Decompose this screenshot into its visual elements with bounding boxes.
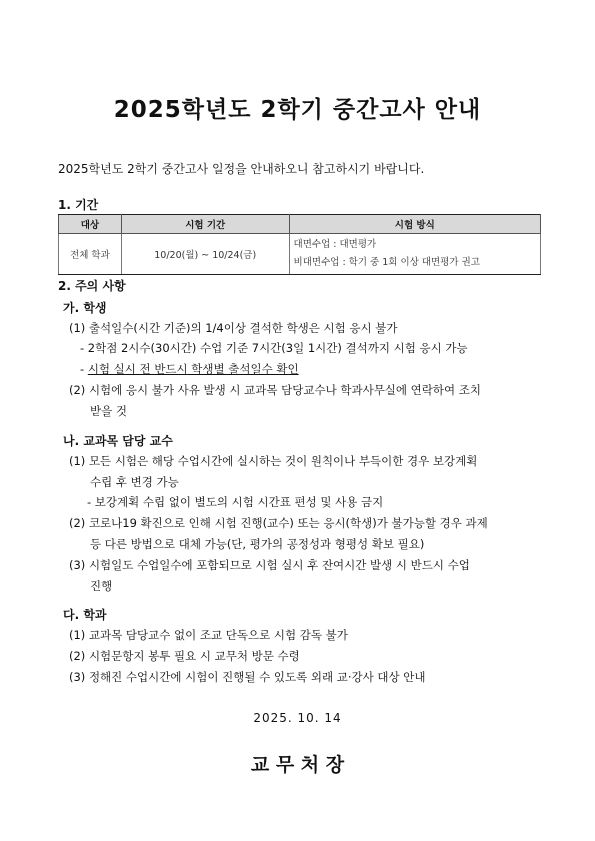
exam-schedule-table xyxy=(58,214,541,275)
subsection-departments-heading: 다. 학과 xyxy=(63,608,107,622)
subsection-professors-heading: 나. 교과목 담당 교수 xyxy=(63,434,173,448)
section-2-heading: 2. 주의 사항 xyxy=(58,279,126,293)
cell-period: 10/20(월) ~ 10/24(금) xyxy=(121,234,289,275)
students-item-1-sub-1: - 2학점 2시수(30시간) 수업 기준 7시간(3일 1시간) 결석까지 시험 응시 가능 xyxy=(80,341,468,355)
attendance-check-notice: 시험 실시 전 반드시 학생별 출석일수 확인 xyxy=(87,362,299,376)
cell-method xyxy=(289,234,540,275)
section-1-heading: 1. 기간 xyxy=(58,198,99,212)
method-face-to-face: 대면수업 : 대면평가 xyxy=(293,239,377,250)
intro-paragraph: 2025학년도 2학기 중간고사 일정을 안내하오니 참고하시기 바랍니다. xyxy=(58,162,425,176)
professors-item-1-cont: 수립 후 변경 가능 xyxy=(90,475,179,489)
professors-item-2-cont: 등 다른 방법으로 대체 가능(단, 평가의 공정성과 형평성 확보 필요) xyxy=(90,537,425,551)
professors-item-2: (2) 코로나19 확진으로 인해 시험 진행(교수) 또는 응시(학생)가 불가능할 경우 과제 xyxy=(69,516,488,530)
document-title: 2025학년도 2학기 중간고사 안내 xyxy=(113,97,482,123)
professors-item-1: (1) 모든 시험은 해당 수업시간에 실시하는 것이 원칙이나 부득이한 경우 보강계획 xyxy=(69,454,478,468)
students-item-2: (2) 시험에 응시 불가 사유 발생 시 교과목 담당교수나 학과사무실에 연락하여 조치 xyxy=(69,383,481,397)
header-target: 대상 xyxy=(59,215,122,234)
professors-item-3: (3) 시험일도 수업일수에 포함되므로 시험 실시 후 잔여시간 발생 시 반드시 수업 xyxy=(69,558,470,572)
issue-date: 2025. 10. 14 xyxy=(253,711,342,725)
cell-target: 전체 학과 xyxy=(59,234,122,275)
students-item-1-sub-2: - 시험 실시 전 반드시 학생별 출석일수 확인 xyxy=(80,362,299,376)
professors-item-1-sub: - 보강계획 수립 없이 별도의 시험 시간표 편성 및 사용 금지 xyxy=(87,495,384,509)
departments-item-3: (3) 정해진 수업시간에 시험이 진행될 수 있도록 외래 교·강사 대상 안내 xyxy=(69,670,426,684)
subsection-students-heading: 가. 학생 xyxy=(63,301,107,315)
table-row xyxy=(59,234,541,275)
students-item-2-cont: 받을 것 xyxy=(90,404,127,418)
departments-item-1: (1) 교과목 담당교수 없이 조교 단독으로 시험 감독 불가 xyxy=(69,628,348,642)
header-method: 시험 방식 xyxy=(289,215,540,234)
professors-item-3-cont: 진행 xyxy=(90,579,113,593)
table-header-row xyxy=(59,215,541,234)
departments-item-2: (2) 시험문항지 봉투 필요 시 교무처 방문 수령 xyxy=(69,649,300,663)
header-period: 시험 기간 xyxy=(121,215,289,234)
signature: 교 무 처 장 xyxy=(250,754,345,776)
students-item-1: (1) 출석일수(시간 기준)의 1/4이상 결석한 학생은 시험 응시 불가 xyxy=(69,321,398,335)
method-remote: 비대면수업 : 학기 중 1회 이상 대면평가 권고 xyxy=(293,257,480,268)
